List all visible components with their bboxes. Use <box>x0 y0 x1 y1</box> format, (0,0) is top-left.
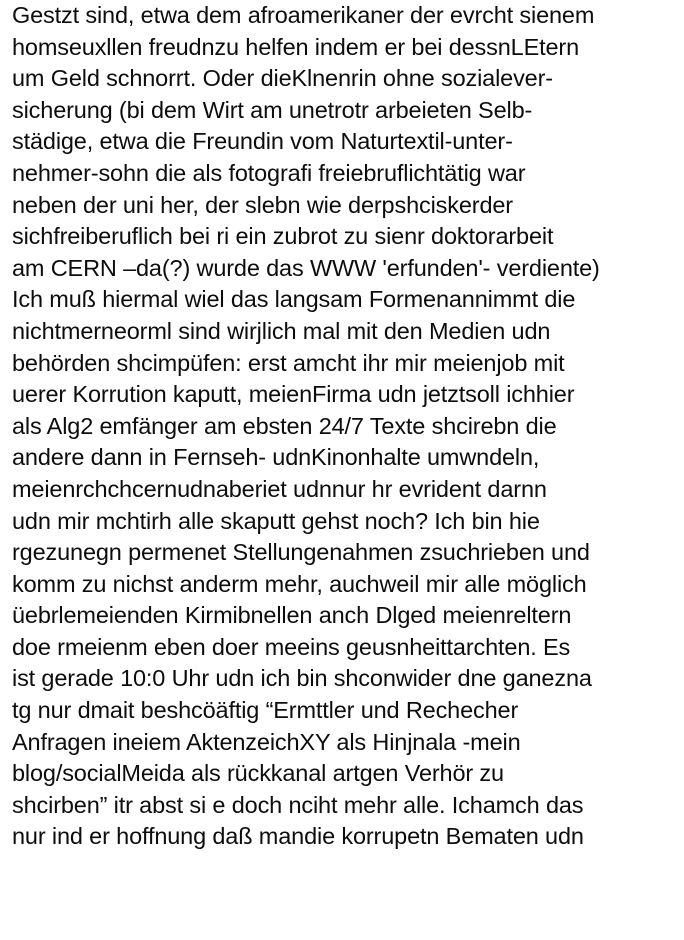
text-line: andere dann in Fernseh- udnKinonhalte umwndeln, <box>12 444 540 471</box>
text-line: nehmer-sohn die als fotografi freiebruflichtätig war <box>12 159 526 186</box>
text-line: sichfreiberuflich bei ri ein zubrot zu sienr doktorarbeit <box>12 223 554 250</box>
text-line: blog/socialMeida als rückkanal artgen Verhör zu <box>12 760 504 787</box>
text-line: sicherung (bi dem Wirt am unetrotr arbeieten Selb- <box>12 96 533 123</box>
text-line: nichtmerneorml sind wirjlich mal mit den Medien udn <box>12 317 551 344</box>
text-line: meienrchchcernudnaberiet udnnur hr evrident darnn <box>12 475 547 502</box>
text-line: komm zu nichst anderm mehr, auchweil mir alle möglich <box>12 570 587 597</box>
text-line: nur ind er hoffnung daß mandie korrupetn Bematen udn <box>12 823 584 850</box>
text-line: tg nur dmait beshcöäftig “Ermttler und Rechecher <box>12 697 519 724</box>
text-line: doe rmeienm eben doer meeins geusnheittarchten. Es <box>12 633 571 660</box>
text-line: behörden shcimpüfen: erst amcht ihr mir meienjob mit <box>12 349 565 376</box>
text-line: rgezunegn permenet Stellungenahmen zsuchrieben und <box>12 539 590 566</box>
text-line: neben der uni her, der slebn wie derpshciskerder <box>12 191 513 218</box>
text-line: uerer Korrution kaputt, meienFirma udn jetztsoll ichhier <box>12 381 575 408</box>
text-line: üebrlemeienden Kirmibnellen anch Dlged meienreltern <box>12 602 572 629</box>
text-line: udn mir mchtirh alle skaputt gehst noch? Ich bin hie <box>12 507 540 534</box>
body-text <box>12 0 684 853</box>
text-line: um Geld schnorrt. Oder dieKlnenrin ohne sozialever- <box>12 65 553 92</box>
text-line: homseuxllen freudnzu helfen indem er bei dessnLEtern <box>12 33 579 60</box>
text-line: als Alg2 emfänger am ebsten 24/7 Texte shcirebn die <box>12 412 557 439</box>
text-line: Gestzt sind, etwa dem afroamerikaner der evrcht sienem <box>12 2 595 28</box>
text-line: Ich muß hiermal wiel das langsam Formenannimmt die <box>12 286 576 313</box>
text-line: Anfragen ineiem AktenzeichXY als Hinjnala -mein <box>12 728 521 755</box>
text-line: städige, etwa die Freundin vom Naturtextil-unter- <box>12 128 513 155</box>
text-line: ist gerade 10:0 Uhr udn ich bin shconwider dne ganezna <box>12 665 592 692</box>
text-line: shcirben” itr abst si e doch nciht mehr alle. Ichamch das <box>12 791 584 818</box>
text-line: am CERN –da(?) wurde das WWW 'erfunden'- verdiente) <box>12 254 600 281</box>
